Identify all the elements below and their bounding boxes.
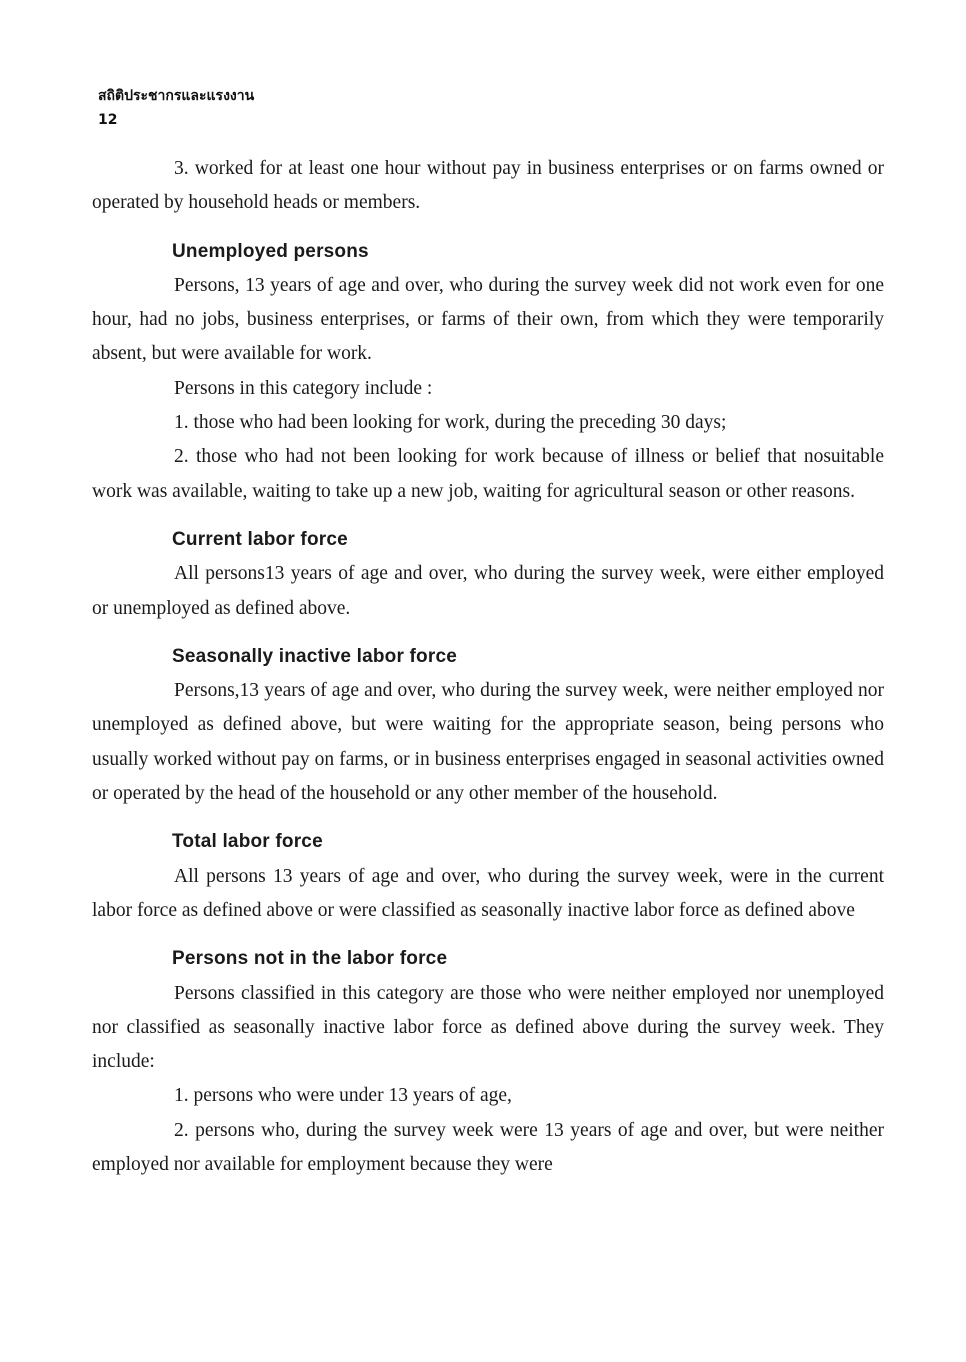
heading-current-labor-force: Current labor force (172, 528, 348, 550)
page-number: 12 (98, 112, 118, 128)
paragraph-seasonally-inactive-labor-force: Persons,13 years of age and over, who during the survey week, were neither employed nor unemployed as defined above, but were waiting for the appropriate season, being persons who usually worked without pay on farms, or in business enterprises engaged in seasonal activities owned or operated by the head of the household or any other member of the household. (92, 680, 884, 805)
list-item-unemployed-2: 2. those who had not been looking for work because of illness or belief that nosuitable work was available, waiting to take up a new job, waiting for agricultural season or other reasons. (92, 446, 884, 502)
list-item-unemployed-1: 1. those who had been looking for work, during the preceding 30 days; (174, 412, 727, 434)
heading-seasonally-inactive-labor-force: Seasonally inactive labor force (172, 645, 457, 667)
heading-total-labor-force: Total labor force (172, 831, 323, 853)
list-item-not-in-labor-force-1: 1. persons who were under 13 years of age, (174, 1085, 512, 1107)
paragraph-worked-without-pay: 3. worked for at least one hour without pay in business enterprises or on farms owned or operated by household heads or members. (92, 158, 884, 214)
running-title: สถิติประชากรและแรงงาน (98, 88, 255, 104)
paragraph-current-labor-force: All persons13 years of age and over, who during the survey week, were either employed or unemployed as defined above. (92, 563, 884, 619)
paragraph-not-in-labor-force-definition: Persons classified in this category are those who were neither employed nor unemployed nor classified as seasonally inactive labor force as defined above during the survey week. They include: (92, 982, 884, 1073)
document-body (92, 152, 884, 1182)
paragraph-unemployed-include: Persons in this category include : (174, 377, 433, 399)
paragraph-total-labor-force: All persons 13 years of age and over, who during the survey week, were in the current labor force as defined above or were classified as seasonally inactive labor force as defined above (92, 865, 884, 921)
heading-unemployed-persons: Unemployed persons (172, 240, 369, 262)
list-item-not-in-labor-force-2: 2. persons who, during the survey week were 13 years of age and over, but were neither employed nor available for employment because they were (92, 1119, 884, 1176)
paragraph-unemployed-definition: Persons, 13 years of age and over, who during the survey week did not work even for one hour, had no jobs, business enterprises, or farms of their own, from which they were temporarily absent, but were available for work. (92, 274, 884, 365)
heading-persons-not-in-labor-force: Persons not in the labor force (172, 948, 448, 970)
